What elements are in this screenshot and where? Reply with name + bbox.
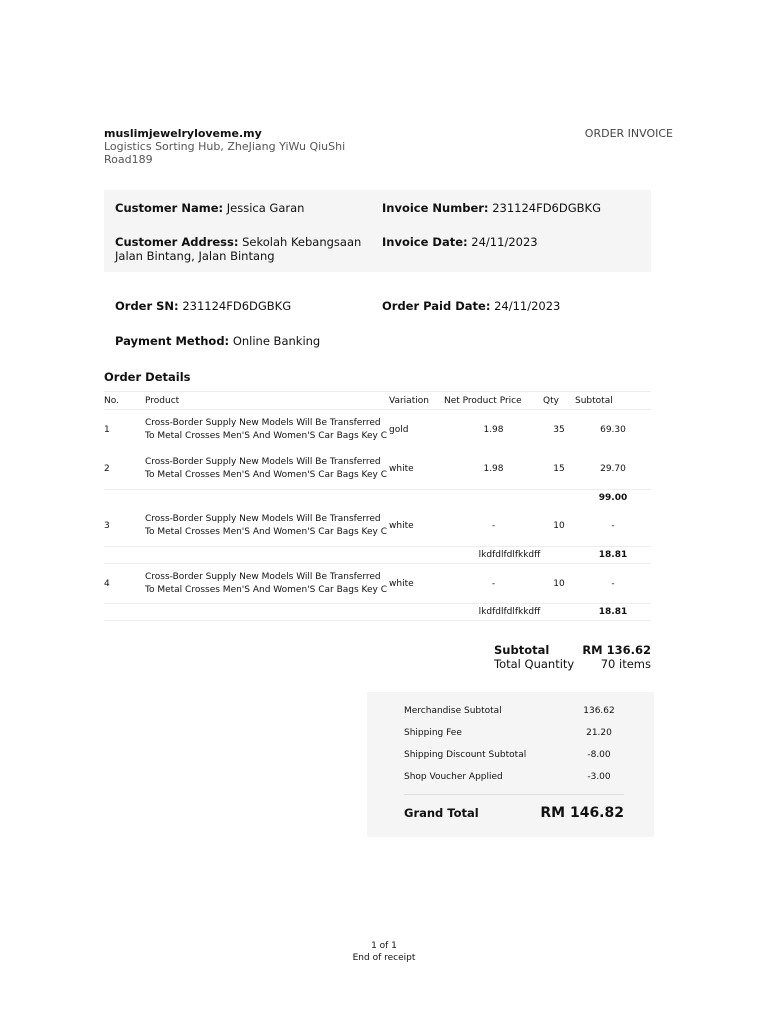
row-subtotal: 69.30 — [600, 424, 626, 435]
merchandise-subtotal-value: 136.62 — [583, 706, 615, 716]
invoice-number — [382, 201, 601, 215]
row-subtotal: 29.70 — [600, 464, 626, 475]
order-items-table — [104, 391, 651, 621]
shop-voucher-label: Shop Voucher Applied — [404, 772, 503, 782]
shop-name: muslimjewelryloveme.my — [104, 127, 262, 140]
summary-subtotal-label: Subtotal — [494, 643, 550, 657]
invoice-number-label: Invoice Number: — [382, 201, 489, 215]
customer-name-value: Jessica Garan — [226, 201, 305, 215]
shop-voucher-value: -3.00 — [587, 772, 611, 782]
grand-total-value: RM 146.82 — [540, 805, 624, 821]
order-details-title: Order Details — [104, 370, 191, 384]
row-product-text: Cross-Border Supply New Models Will Be Transferred To Metal Crosses Men'S And Women'S Car Bags Key C — [145, 514, 387, 538]
order-sn-value: 231124FD6DGBKG — [182, 299, 292, 313]
table-row — [104, 507, 651, 547]
bundle-label: lkdfdlfdlfkkdff — [444, 547, 575, 564]
row-subtotal: - — [575, 564, 651, 604]
table-header-row — [104, 392, 651, 410]
summary-subtotal-row — [494, 643, 651, 657]
summary-qty-row — [494, 657, 651, 671]
row-product — [145, 410, 389, 450]
customer-address-value: Sekolah Kebangsaan Jalan Bintang, Jalan Bintang — [115, 235, 362, 263]
customer-address-label: Customer Address: — [115, 235, 239, 249]
bundle-subtotal-value: 18.81 — [575, 604, 651, 621]
row-price: 1.98 — [483, 464, 504, 475]
order-sn-label: Order SN: — [115, 299, 179, 313]
row-variation: gold — [389, 424, 409, 435]
header-product: Product — [145, 392, 389, 410]
group-subtotal-row — [104, 490, 651, 507]
summary-qty-label: Total Quantity — [494, 657, 575, 671]
row-price: 1.98 — [483, 424, 504, 435]
order-summary — [494, 643, 651, 671]
end-of-receipt: End of receipt — [352, 953, 416, 963]
document-title: ORDER INVOICE — [584, 127, 673, 140]
row-variation: white — [389, 521, 414, 532]
merchandise-subtotal-row — [404, 706, 619, 716]
row-no: 1 — [104, 424, 110, 435]
page-footer — [0, 940, 768, 964]
grand-total-divider — [404, 794, 624, 795]
row-product — [145, 564, 389, 604]
payment-method — [115, 334, 320, 348]
row-price: - — [444, 564, 543, 604]
header-no: No. — [104, 392, 145, 410]
bundle-label: lkdfdlfdlfkkdff — [444, 604, 575, 621]
row-no: 2 — [104, 464, 110, 475]
row-product-text: Cross-Border Supply New Models Will Be Transferred To Metal Crosses Men'S And Women'S Car Bags Key C — [145, 571, 387, 595]
shipping-discount-value: -8.00 — [587, 750, 611, 760]
bundle-subtotal-value: 18.81 — [575, 547, 651, 564]
customer-name-label: Customer Name: — [115, 201, 224, 215]
row-subtotal: - — [611, 521, 615, 532]
shipping-fee-label: Shipping Fee — [404, 728, 462, 738]
invoice-date — [382, 235, 538, 249]
payment-method-label: Payment Method: — [115, 334, 230, 348]
row-no: 4 — [104, 564, 145, 604]
row-product — [145, 507, 389, 547]
grand-total-panel — [367, 692, 654, 837]
grand-total-label: Grand Total — [404, 806, 479, 820]
customer-name — [115, 201, 304, 215]
row-price: - — [491, 521, 496, 532]
order-sn — [115, 299, 291, 313]
order-paid-date-value: 24/11/2023 — [494, 299, 561, 313]
header-net-price: Net Product Price — [444, 392, 543, 410]
header-subtotal: Subtotal — [575, 392, 651, 410]
row-qty: 10 — [553, 521, 565, 532]
invoice-number-value: 231124FD6DGBKG — [492, 201, 601, 215]
row-product — [145, 450, 389, 490]
bundle-subtotal-row — [104, 604, 651, 621]
summary-qty-value: 70 items — [600, 657, 651, 671]
order-paid-date — [382, 299, 560, 313]
table-row — [104, 410, 651, 450]
shipping-fee-row — [404, 728, 619, 738]
row-variation: white — [389, 464, 414, 475]
table-row — [104, 564, 651, 604]
row-product-text: Cross-Border Supply New Models Will Be Transferred To Metal Crosses Men'S And Women'S Car Bags Key C — [145, 457, 387, 481]
group-subtotal-value: 99.00 — [575, 490, 651, 507]
header-qty: Qty — [543, 392, 575, 410]
summary-subtotal-value: RM 136.62 — [582, 643, 651, 657]
row-qty: 10 — [543, 564, 575, 604]
customer-address — [115, 235, 375, 263]
row-qty: 15 — [553, 464, 565, 475]
row-variation: white — [389, 564, 444, 604]
grand-total-row — [404, 805, 624, 821]
invoice-date-label: Invoice Date: — [382, 235, 468, 249]
shop-voucher-row — [404, 772, 619, 782]
payment-method-value: Online Banking — [232, 334, 321, 348]
row-product-text: Cross-Border Supply New Models Will Be Transferred To Metal Crosses Men'S And Women'S Car Bags Key C — [145, 417, 387, 441]
row-qty: 35 — [553, 424, 565, 435]
table-row — [104, 450, 651, 490]
bundle-subtotal-row — [104, 547, 651, 564]
shipping-discount-label: Shipping Discount Subtotal — [404, 750, 527, 760]
shipping-fee-value: 21.20 — [586, 728, 612, 738]
header-variation: Variation — [389, 392, 444, 410]
shipping-discount-row — [404, 750, 619, 760]
merchandise-subtotal-label: Merchandise Subtotal — [404, 706, 502, 716]
invoice-date-value: 24/11/2023 — [471, 235, 538, 249]
page-number: 1 of 1 — [371, 941, 397, 951]
row-no: 3 — [104, 521, 110, 532]
shop-address: Logistics Sorting Hub, ZheJiang YiWu QiuShi Road189 — [104, 140, 346, 166]
order-paid-date-label: Order Paid Date: — [382, 299, 491, 313]
